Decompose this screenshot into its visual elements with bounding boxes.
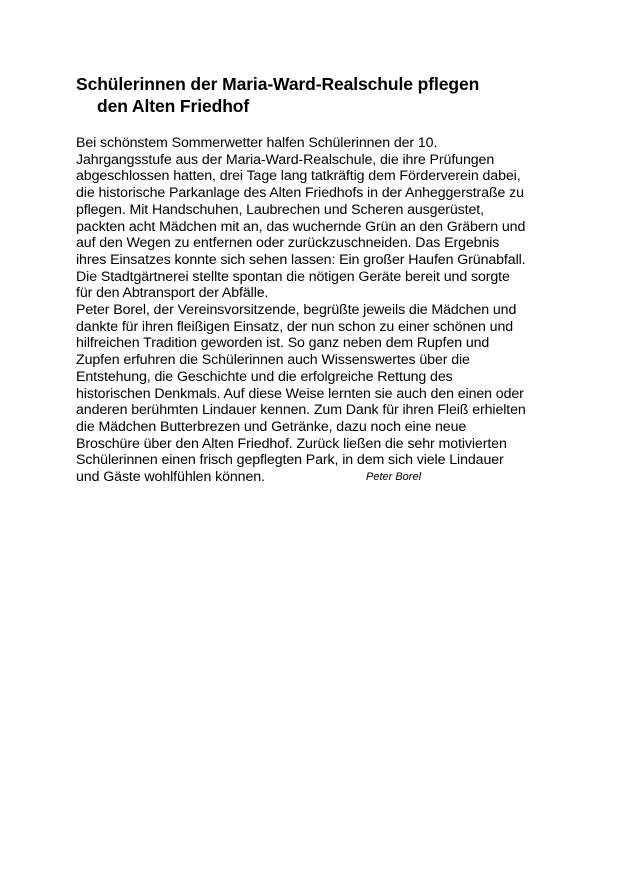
body-line: für den Abtransport der Abfälle.: [76, 285, 269, 302]
article-title-line-1: Schülerinnen der Maria-Ward-Realschule pflegen: [76, 74, 480, 94]
author-signature: Peter Borel: [366, 471, 422, 483]
body-line: packten acht Mädchen mit an, das wuchernde Grün an den Gräbern und: [76, 218, 526, 235]
body-line: hilfreichen Tradition geworden ist. So ganz neben dem Rupfen und: [76, 335, 490, 352]
body-line: Die Stadtgärtnerei stellte spontan die nötigen Geräte bereit und sorgte: [76, 268, 510, 285]
article-title: [76, 73, 556, 117]
body-line: Peter Borel, der Vereinsvorsitzende, begrüßte jeweils die Mädchen und: [76, 302, 517, 319]
article-body: [76, 135, 556, 486]
body-line: pflegen. Mit Handschuhen, Laubrechen und Scheren ausgerüstet,: [76, 201, 484, 218]
body-line: ihres Einsatzes konnte sich sehen lassen: Ein großer Haufen Grünabfall.: [76, 251, 526, 268]
body-line: die historische Parkanlage des Alten Friedhofs in der Anheggerstraße zu: [76, 185, 524, 202]
body-line: Broschüre über den Alten Friedhof. Zurück ließen die sehr motivierten: [76, 435, 507, 452]
body-line: Zupfen erfuhren die Schülerinnen auch Wissenswertes über die: [76, 352, 470, 369]
article-title-line-2: den Alten Friedhof: [97, 96, 250, 116]
body-line: Schülerinnen einen frisch gepflegten Park, in dem sich viele Lindauer: [76, 452, 504, 469]
body-line: abgeschlossen hatten, drei Tage lang tatkräftig dem Förderverein dabei,: [76, 168, 521, 185]
body-line: und Gäste wohlfühlen können.: [76, 469, 265, 486]
body-line: die Mädchen Butterbrezen und Getränke, dazu noch eine neue: [76, 418, 467, 435]
body-line: Bei schönstem Sommerwetter halfen Schülerinnen der 10.: [76, 135, 438, 151]
body-line: Entstehung, die Geschichte und die erfolgreiche Rettung des: [76, 368, 453, 385]
body-line: historischen Denkmals. Auf diese Weise lernten sie auch den einen oder: [76, 385, 524, 402]
body-line: dankte für ihren fleißigen Einsatz, der nun schon zu einer schönen und: [76, 318, 514, 335]
body-line: auf den Wegen zu entfernen oder zurückzuschneiden. Das Ergebnis: [76, 235, 500, 252]
body-line: Jahrgangsstufe aus der Maria-Ward-Realschule, die ihre Prüfungen: [76, 151, 495, 168]
body-line: anderen berühmten Lindauer kennen. Zum Dank für ihren Fleiß erhielten: [76, 402, 526, 419]
